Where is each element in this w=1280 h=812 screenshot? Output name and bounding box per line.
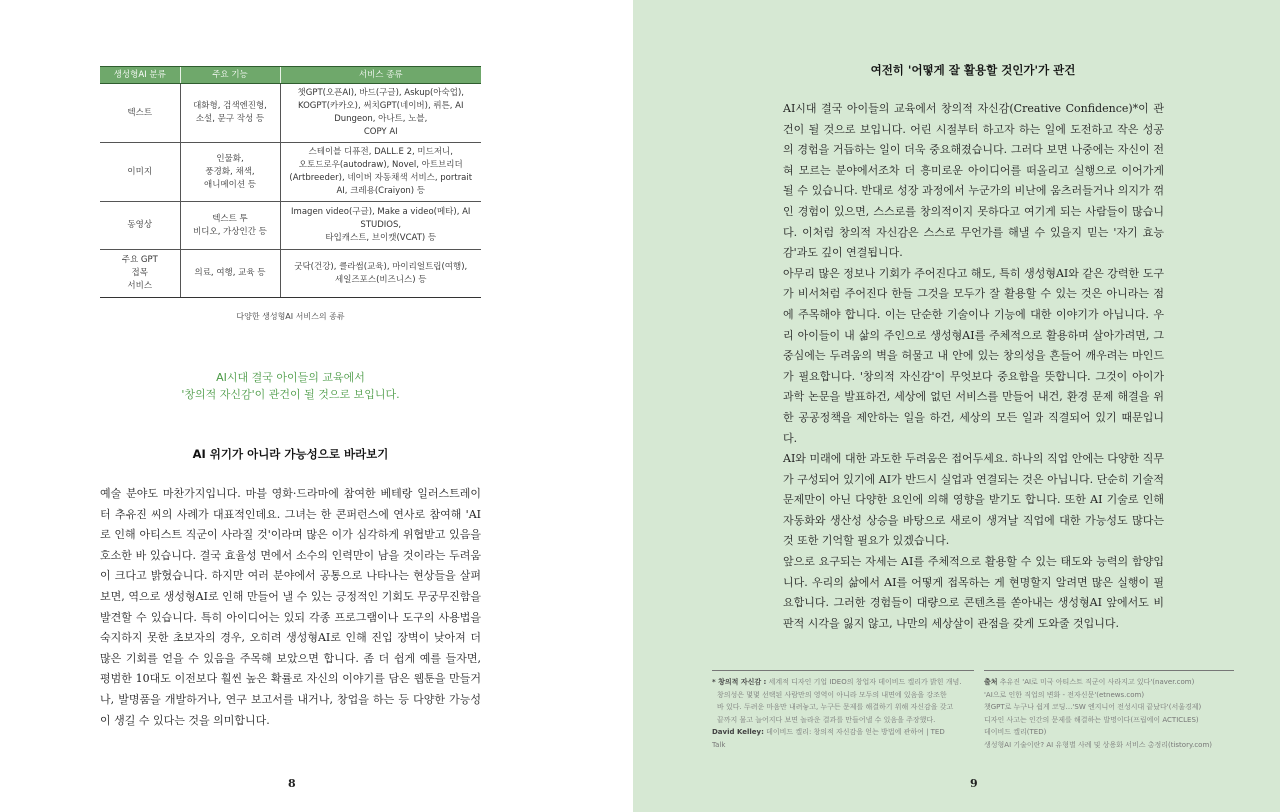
- footnote-sources: 출처 추유진 'AI로 미국 아티스트 직군이 사라지고 있다'(naver.com) 'AI으로 인한 직업의 변화 - 전자신문'(etnews.com) 챗GPT로 누구나 쉽게 코딩…'SW 엔지니어 전성시대 끝났다'(서울경제) 디자인 사고는 인간의 문제를 해결하는 발명이다(프립에이 ACTICLES) 데이비드 켈리(TED) 생성형AI 기술이란? AI 유형별 사례 및 상용화 서비스 총정리(tistory.com): [984, 678, 1213, 749]
- table-cell-services: Imagen video(구글), Make a video(메타), AI STUDIOS, 타입캐스트, 브이캣(VCAT) 등: [280, 202, 481, 250]
- footnote-definition: * 창의적 자신감 : 세계적 디자인 기업 IDEO의 창업자 데이비드 켈리가 밝힌 개념. 창의성은 몇몇 선택된 사람만의 영역이 아니라 모두의 내면에 있음을 강조한 바 있다. 두려운 마음만 내려놓고, 누구든 문제를 해결하기 위해 자신감을 갖고 끝까지 물고 늘어지다 보면 놀라운 결과를 만들어낼 수 있음을 주장했다. David Kelley: 데이비드 켈리: 창의적 자신감을 얻는 방법에 관하여 | TED Talk: [712, 678, 962, 749]
- footnote-divider: [712, 670, 974, 671]
- table-row: [100, 250, 481, 298]
- paragraph: AI시대 결국 아이들의 교육에서 창의적 자신감(Creative Confidence)*이 관건이 될 것으로 보입니다. 어린 시절부터 하고자 하는 일에 도전하고 작은 성공의 경험을 거듭하는 일이 더욱 중요해졌습니다. 그러다 보면 나중에는 자신이 전혀 모르는 분야에서조차 더 흥미로운 아이디어를 떠올리고 실행으로 이어가게 될 수 있습니다. 반대로 성장 과정에서 누군가의 비난에 움츠러들거나 의지가 꺾인 경험이 있으면, 스스로를 창의적이지 못하다고 여기게 되는 사람들이 많습니다. 이처럼 창의적 자신감은 스스로 무언가를 해낼 수 있을지 믿는 '자기 효능감'과도 깊이 연결됩니다.: [783, 102, 1164, 260]
- paragraph: 예술 분야도 마찬가지입니다. 마블 영화·드라마에 참여한 베테랑 일러스트레이터 추유진 씨의 사례가 대표적인데요. 그녀는 한 콘퍼런스에 연사로 참여해 'AI로 인해 아티스트 직군이 사라질 것'이라며 많은 이가 심각하게 위협받고 있음을 호소한 바 있습니다. 결국 효율성 면에서 소수의 인력만이 남을 것이라는 두려움이 크다고 밝혔습니다. 하지만 여러 분야에서 공통으로 나타나는 현상들을 살펴보면, 역으로 생성형AI로 인해 만들어 낼 수 있는 긍정적인 기회도 무궁무진함을 발견할 수 있습니다. 특히 아이디어는 있되 각종 프로그램이나 도구의 사용법을 숙지하지 못한 초보자의 경우, 오히려 생성형AI로 인해 진입 장벽이 낮아져 더 많은 기회를 얻을 수 있음을 주목해 보았으면 합니다. 좀 더 쉽게 예를 들자면, 평범한 10대도 이전보다 훨씬 높은 확률로 자신의 이야기를 담은 웹툰을 만들거나, 발명품을 개발하거나, 연구 보고서를 내거나, 창업을 하는 등 다양한 가능성이 생길 수 있다는 것을 의미합니다.: [100, 487, 481, 727]
- table-header-category: 생성형AI 분류: [100, 67, 180, 84]
- table-cell-category: 텍스트: [100, 84, 180, 143]
- table-header-services: 서비스 종류: [280, 67, 481, 84]
- table-cell-category: 주요 GPT 접목 서비스: [100, 250, 180, 298]
- table-cell-services: 굿닥(건강), 클라썸(교육), 마이리얼트립(여행), 세일즈포스(비즈니스) 등: [280, 250, 481, 298]
- table-cell-services: 챗GPT(오픈AI), 바드(구글), Askup(아숙업), KOGPT(카카오), 써치GPT(네이버), 뤼튼, AI Dungeon, 아나트, 노블, COPY AI: [280, 84, 481, 143]
- table-row: [100, 202, 481, 250]
- body-text: [783, 99, 1164, 634]
- page-number: 9: [970, 777, 978, 790]
- table-cell-services: 스테이블 디퓨전, DALL.E 2, 미드저니, 오토드로우(autodraw), Novel, 아트브리더 (Artbreeder), 네이버 자동채색 서비스, portrait AI, 크레용(Craiyon) 등: [280, 143, 481, 202]
- table-row: [100, 84, 481, 143]
- table-caption: 다양한 생성형AI 서비스의 종류: [236, 312, 345, 321]
- section-title: AI 위기가 아니라 가능성으로 바라보기: [192, 447, 389, 461]
- table-header-function: 주요 기능: [180, 67, 280, 84]
- paragraph: AI와 미래에 대한 과도한 두려움은 접어두세요. 하나의 직업 안에는 다양한 직무가 구성되어 있기에 AI가 반드시 실업과 연결되는 것은 아닙니다. 단순히 기술적 문제만이 아닌 다양한 요인에 의해 영향을 받기도 합니다. 또한 AI 기술로 인해 자동화와 생산성 상승을 바탕으로 새로이 생겨날 직업에 대한 가능성도 많다는 것 또한 기억할 필요가 있겠습니다.: [783, 452, 1164, 548]
- footnote-divider: [984, 670, 1234, 671]
- paragraph: 아무리 많은 정보나 기회가 주어진다고 해도, 특히 생성형AI와 같은 강력한 도구가 비서처럼 주어진다 한들 그것을 모두가 잘 활용할 수 있는 것은 아니라는 점에 주목해야 합니다. 이는 단순한 기술이나 기능에 대한 이야기가 아닙니다. 우리 아이들이 내 삶의 주인으로 생성형AI를 주체적으로 활용하며 살아가려면, 그 중심에는 두려움의 벽을 허물고 내 안에 있는 창의성을 흔들어 깨우려는 마인드가 필요합니다. '창의적 자신감'이 무엇보다 중요함을 뜻합니다. 그것이 아이가 과학 논문을 발표하건, 세상에 없던 서비스를 만들어 내건, 환경 문제 해결을 위한 공공정책을 제안하는 일을 하건, 세상의 모든 일과 직결되어 있기 때문입니다.: [783, 266, 1164, 445]
- pull-quote: AI시대 결국 아이들의 교육에서 '창의적 자신감'이 관건이 될 것으로 보입니다.: [181, 371, 400, 401]
- table-row: [100, 143, 481, 202]
- table-cell-category: 이미지: [100, 143, 180, 202]
- table-cell-category: 동영상: [100, 202, 180, 250]
- ai-services-table: [100, 66, 481, 298]
- page-number: 8: [288, 777, 296, 790]
- table-cell-function: 의료, 여행, 교육 등: [180, 250, 280, 298]
- left-page: [0, 0, 633, 812]
- table-cell-function: 텍스트 투 비디오, 가상인간 등: [180, 202, 280, 250]
- body-text: [100, 484, 481, 731]
- table-cell-function: 대화형, 검색엔진형, 소설, 문구 작성 등: [180, 84, 280, 143]
- section-title: 여전히 '어떻게 잘 활용할 것인가'가 관건: [870, 63, 1076, 77]
- paragraph: 앞으로 요구되는 자세는 AI를 주체적으로 활용할 수 있는 태도와 능력의 함양입니다. 우리의 삶에서 AI를 어떻게 접목하는 게 현명할지 알려면 많은 실행이 필요합니다. 그러한 경험들이 대량으로 콘텐츠를 쏟아내는 생성형AI 앞에서도 비판적 시각을 잃지 않고, 나만의 세상살이 관점을 갖게 도와줄 것입니다.: [783, 555, 1164, 630]
- table-cell-function: 인물화, 풍경화, 채색, 애니메이션 등: [180, 143, 280, 202]
- table-header-row: [100, 67, 481, 84]
